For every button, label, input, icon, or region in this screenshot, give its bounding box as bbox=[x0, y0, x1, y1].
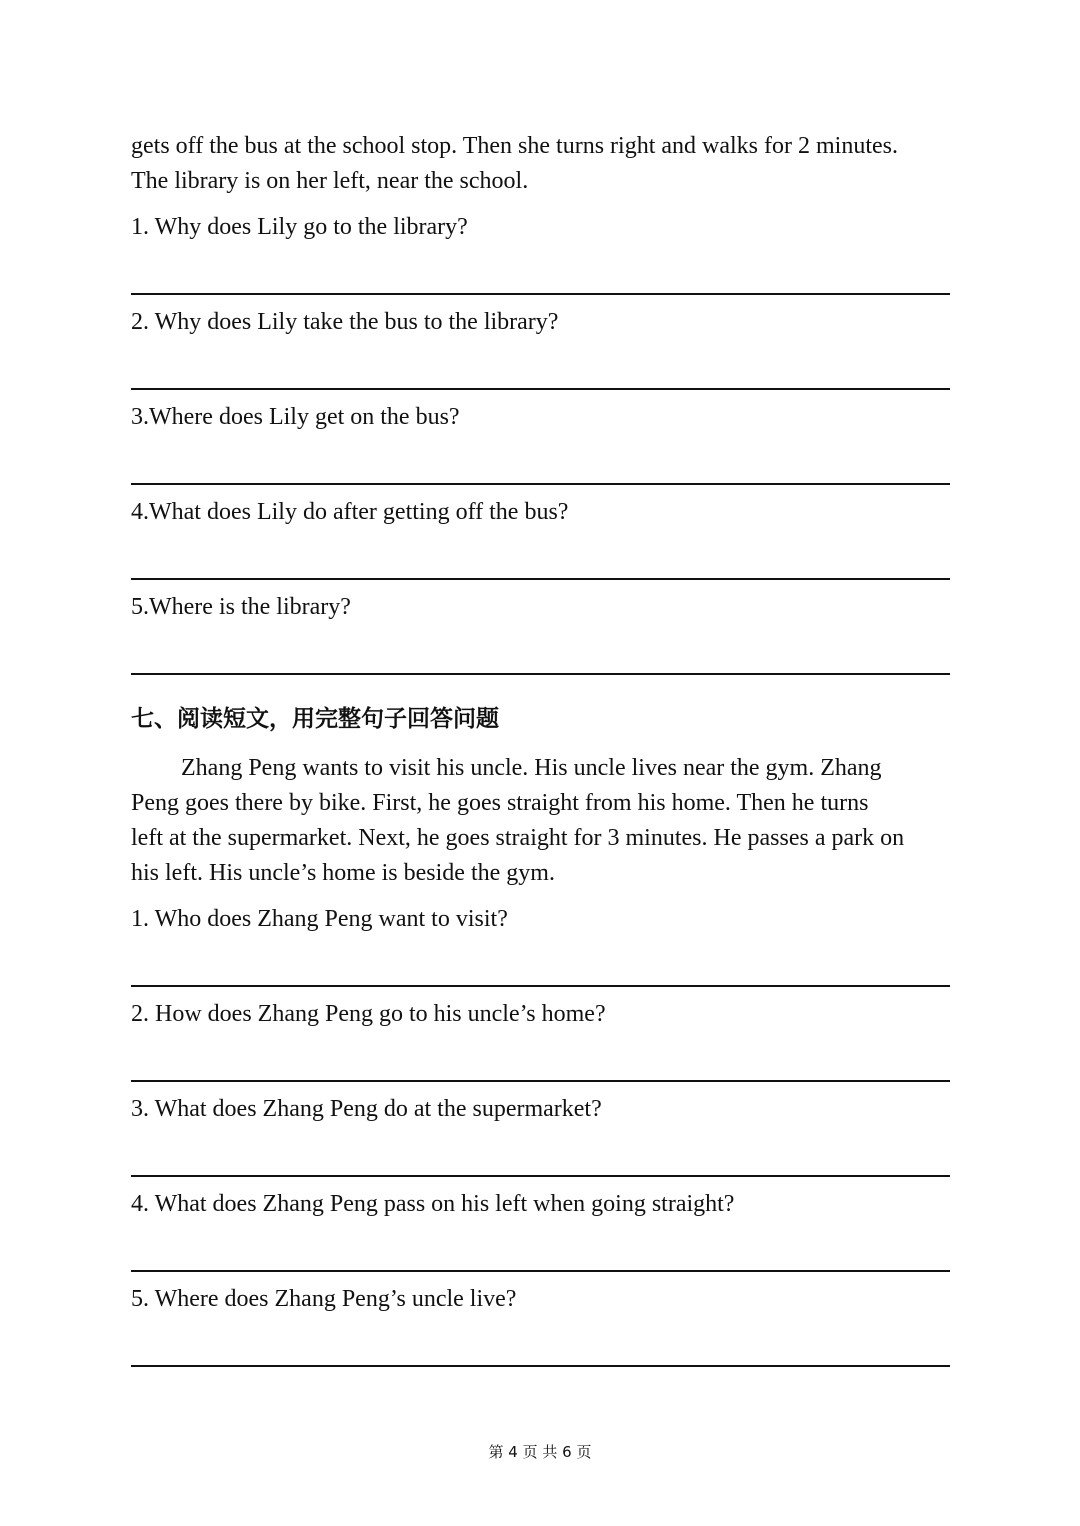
answer-line-a-1[interactable] bbox=[131, 293, 950, 295]
question-a-3: 3.Where does Lily get on the bus? bbox=[131, 404, 460, 430]
passage-line: gets off the bus at the school stop. Then she turns right and walks for 2 minutes. bbox=[131, 133, 899, 159]
question-b-1: 1. Who does Zhang Peng want to visit? bbox=[131, 906, 508, 932]
answer-line-b-2[interactable] bbox=[131, 1080, 950, 1082]
question-a-1: 1. Why does Lily go to the library? bbox=[131, 214, 468, 240]
answer-line-b-4[interactable] bbox=[131, 1270, 950, 1272]
passage-line: The library is on her left, near the school. bbox=[131, 168, 529, 194]
page-number: 第 4 页 共 6 页 bbox=[488, 1443, 592, 1461]
answer-line-a-3[interactable] bbox=[131, 483, 950, 485]
answer-line-b-5[interactable] bbox=[131, 1365, 950, 1367]
passage-line: Zhang Peng wants to visit his uncle. His uncle lives near the gym. Zhang bbox=[181, 755, 882, 781]
question-a-5: 5.Where is the library? bbox=[131, 594, 351, 620]
passage-zhang-peng bbox=[131, 751, 951, 891]
question-a-4: 4.What does Lily do after getting off the bus? bbox=[131, 499, 569, 525]
passage-line: left at the supermarket. Next, he goes straight for 3 minutes. He passes a park on bbox=[131, 825, 905, 851]
answer-line-a-5[interactable] bbox=[131, 673, 950, 675]
answer-line-a-2[interactable] bbox=[131, 388, 950, 390]
question-a-2: 2. Why does Lily take the bus to the library? bbox=[131, 309, 559, 335]
question-b-4: 4. What does Zhang Peng pass on his left when going straight? bbox=[131, 1191, 735, 1217]
question-b-2: 2. How does Zhang Peng go to his uncle’s home? bbox=[131, 1001, 606, 1027]
passage-lily bbox=[131, 129, 951, 199]
answer-line-a-4[interactable] bbox=[131, 578, 950, 580]
section-title: 七、阅读短文，用完整句子回答问题 bbox=[131, 706, 499, 732]
passage-line: his left. His uncle’s home is beside the gym. bbox=[131, 860, 555, 886]
answer-line-b-1[interactable] bbox=[131, 985, 950, 987]
question-b-3: 3. What does Zhang Peng do at the supermarket? bbox=[131, 1096, 602, 1122]
passage-line: Peng goes there by bike. First, he goes straight from his home. Then he turns bbox=[131, 790, 869, 816]
question-b-5: 5. Where does Zhang Peng’s uncle live? bbox=[131, 1286, 517, 1312]
answer-line-b-3[interactable] bbox=[131, 1175, 950, 1177]
